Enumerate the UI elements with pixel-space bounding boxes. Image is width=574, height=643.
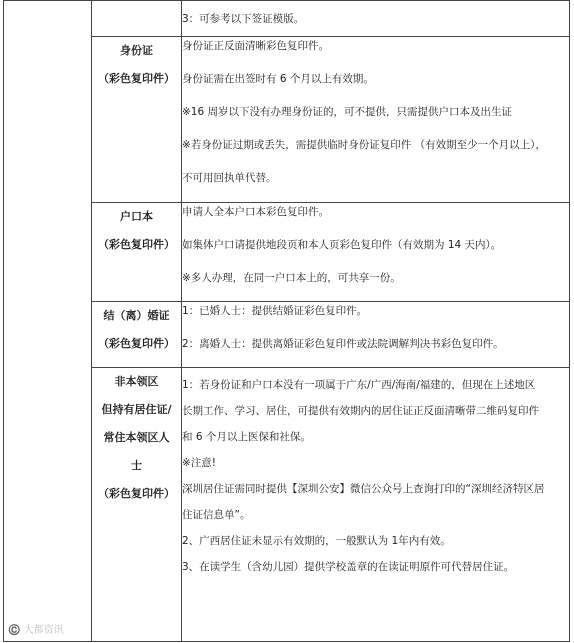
- hukou-label-title: 户口本: [120, 210, 153, 223]
- id-card-label-note: （彩色复印件）: [98, 72, 175, 85]
- marriage-label-title: 结（离）婚证: [103, 309, 170, 322]
- non-local-line: 深圳居住证需同时提供【深圳公安】微信公众号上查询打印的“深圳经济特区居: [182, 483, 545, 495]
- id-card-line: ※若身份证过期或丢失，需提供临时身份证复印件 （有效期至少一个月以上），: [182, 139, 546, 151]
- marriage-line: 2：离婚人士：提供离婚证彩色复印件或法院调解判决书彩色复印件。: [182, 338, 504, 350]
- id-card-line: ※16 周岁以下没有办理身份证的，可不提供，只需提供户口本及出生证: [182, 106, 512, 118]
- hukou-line: ※多人办理，在同一户口本上的，可共享一份。: [182, 272, 401, 284]
- id-card-label-title: 身份证: [120, 44, 153, 57]
- requirements-table: [3, 0, 570, 642]
- template-note-label-cell: [92, 1, 182, 37]
- non-local-line: 1：若身份证和户口本没有一项属于广东/广西/海南/福建的，但现在上述地区: [182, 379, 536, 391]
- template-note-row: [4, 1, 570, 37]
- id-card-line: 不可用回执单代替。: [182, 172, 277, 184]
- non-local-line: 住证信息单”。: [182, 509, 251, 521]
- id-card-content: [182, 37, 570, 203]
- marriage-content: [182, 302, 570, 368]
- category-cell: [4, 1, 92, 642]
- non-local-content: [182, 368, 570, 642]
- non-local-line: 2、广西居住证未显示有效期的，一般默认为 1年内有效。: [182, 535, 451, 547]
- non-local-label-line: （彩色复印件）: [98, 487, 175, 500]
- template-note-text: 3：可参考以下签证模版。: [182, 12, 305, 25]
- template-note-content: [182, 1, 570, 37]
- non-local-line: 和 6 个月以上医保和社保。: [182, 431, 311, 443]
- non-local-label-line: 常住本领区人: [103, 431, 170, 444]
- marriage-line: 1：已婚人士：提供结婚证彩色复印件。: [182, 305, 368, 317]
- id-card-line: 身份证需在出签时有 6 个月以上有效期。: [182, 73, 374, 85]
- non-local-line: ※注意!: [182, 457, 217, 469]
- non-local-label-line: 但持有居住证/: [101, 403, 172, 416]
- non-local-line: 3、在读学生（含幼儿园）提供学校盖章的在读证明原件可代替居住证。: [182, 561, 515, 573]
- marriage-label: [92, 302, 182, 368]
- id-card-label: [92, 37, 182, 203]
- marriage-label-note: （彩色复印件）: [98, 337, 175, 350]
- hukou-content: [182, 203, 570, 302]
- non-local-label-line: 士: [131, 459, 142, 472]
- hukou-label-note: （彩色复印件）: [98, 238, 175, 251]
- non-local-line: 长期工作、学习、居住，可提供有效期内的居住证正反面清晰带二维码复印件: [182, 405, 539, 417]
- hukou-line: 申请人全本户口本彩色复印件。: [182, 206, 329, 218]
- hukou-label: [92, 203, 182, 302]
- hukou-line: 如集体户口请提供地段页和本人页彩色复印件（有效期为 14 天内）。: [182, 239, 502, 251]
- non-local-label-line: 非本领区: [114, 375, 159, 388]
- watermark: ©️ 大都资讯: [8, 625, 64, 636]
- id-card-line: 身份证正反面清晰彩色复印件。: [182, 40, 329, 52]
- non-local-label: [92, 368, 182, 642]
